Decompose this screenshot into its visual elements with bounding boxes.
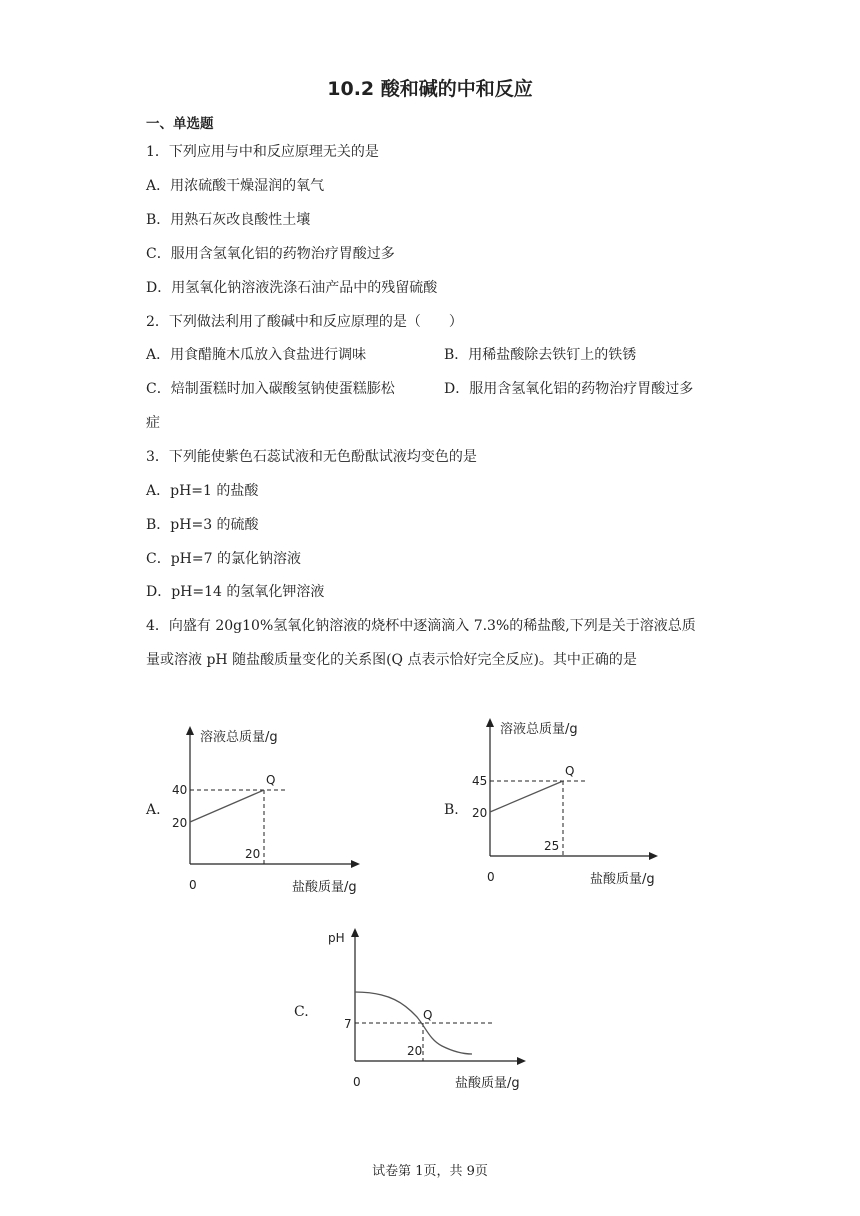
graph-c-point-q: Q [423, 1008, 433, 1022]
graph-b-y-q: 45 [472, 774, 488, 788]
graph-b [466, 710, 666, 890]
q2-option-b: B．用稀盐酸除去铁钉上的铁锈 [444, 347, 637, 363]
graph-a-ylabel: 溶液总质量/g [200, 730, 278, 745]
graph-a-origin: 0 [189, 878, 197, 892]
q4-stem-line1: 4．向盛有 20g10%氢氧化钠溶液的烧杯中逐滴滴入 7.3%的稀盐酸,下列是关于溶液总质 [146, 618, 696, 634]
q3-option-c: C．pH=7 的氯化钠溶液 [146, 551, 301, 567]
graph-a [168, 718, 368, 898]
graph-b-origin: 0 [487, 870, 495, 884]
graph-b-y-arrow [486, 718, 494, 727]
q1-stem: 1．下列应用与中和反应原理无关的是 [146, 144, 379, 160]
graph-b-y-start: 20 [472, 806, 488, 820]
graph-c-x-q: 20 [407, 1044, 423, 1058]
graph-b-line [490, 781, 563, 812]
graph-b-ylabel: 溶液总质量/g [500, 722, 578, 737]
graph-a-point-q: Q [266, 773, 276, 787]
graph-b-x-q: 25 [544, 839, 560, 853]
graph-a-y-q: 40 [172, 783, 188, 797]
graph-b-x-arrow [649, 852, 658, 860]
graph-a-xlabel: 盐酸质量/g [292, 880, 357, 895]
q1-option-d: D．用氢氧化钠溶液洗涤石油产品中的残留硫酸 [146, 280, 438, 296]
q3-option-d: D．pH=14 的氢氧化钾溶液 [146, 584, 325, 600]
graph-c-ylabel: pH [328, 931, 345, 945]
graph-b-xlabel: 盐酸质量/g [590, 872, 655, 887]
q1-option-b: B．用熟石灰改良酸性土壤 [146, 212, 311, 228]
graph-c-label: C. [294, 1004, 309, 1020]
q3-option-b: B．pH=3 的硫酸 [146, 517, 259, 533]
page-title: 10.2 酸和碱的中和反应 [327, 78, 533, 100]
q3-stem: 3．下列能使紫色石蕊试液和无色酚酞试液均变色的是 [146, 449, 477, 465]
q2-option-d: D．服用含氢氧化铝的药物治疗胃酸过多 [444, 381, 694, 397]
graph-b-label: B. [444, 802, 459, 818]
q1-option-a: A．用浓硫酸干燥湿润的氧气 [146, 178, 325, 194]
q4-stem-line2: 量或溶液 pH 随盐酸质量变化的关系图(Q 点表示恰好完全反应)。其中正确的是 [146, 652, 637, 668]
graph-c-x-arrow [517, 1057, 526, 1065]
q2-stem: 2．下列做法利用了酸碱中和反应原理的是（ ） [146, 314, 463, 330]
graph-c-y-arrow [351, 928, 359, 937]
q2-option-d-continued: 症 [146, 415, 160, 431]
q3-option-a: A．pH=1 的盐酸 [146, 483, 259, 499]
q2-option-c: C．焙制蛋糕时加入碳酸氢钠使蛋糕膨松 [146, 381, 395, 397]
graph-a-line [190, 790, 264, 822]
q2-option-a: A．用食醋腌木瓜放入食盐进行调味 [146, 347, 367, 363]
section-heading: 一、单选题 [146, 116, 214, 132]
graph-c-y-q: 7 [344, 1017, 352, 1031]
page-footer: 试卷第 1页，共 9页 [372, 1164, 488, 1179]
graph-a-y-arrow [186, 726, 194, 735]
graph-c-xlabel: 盐酸质量/g [455, 1076, 520, 1091]
graph-a-x-q: 20 [245, 847, 261, 861]
graph-a-y-start: 20 [172, 816, 188, 830]
graph-b-point-q: Q [565, 764, 575, 778]
q1-option-c: C．服用含氢氧化铝的药物治疗胃酸过多 [146, 246, 395, 262]
graph-c [320, 922, 540, 1094]
graph-a-x-arrow [351, 860, 360, 868]
graph-c-origin: 0 [353, 1075, 361, 1089]
graph-a-label: A. [146, 802, 161, 818]
